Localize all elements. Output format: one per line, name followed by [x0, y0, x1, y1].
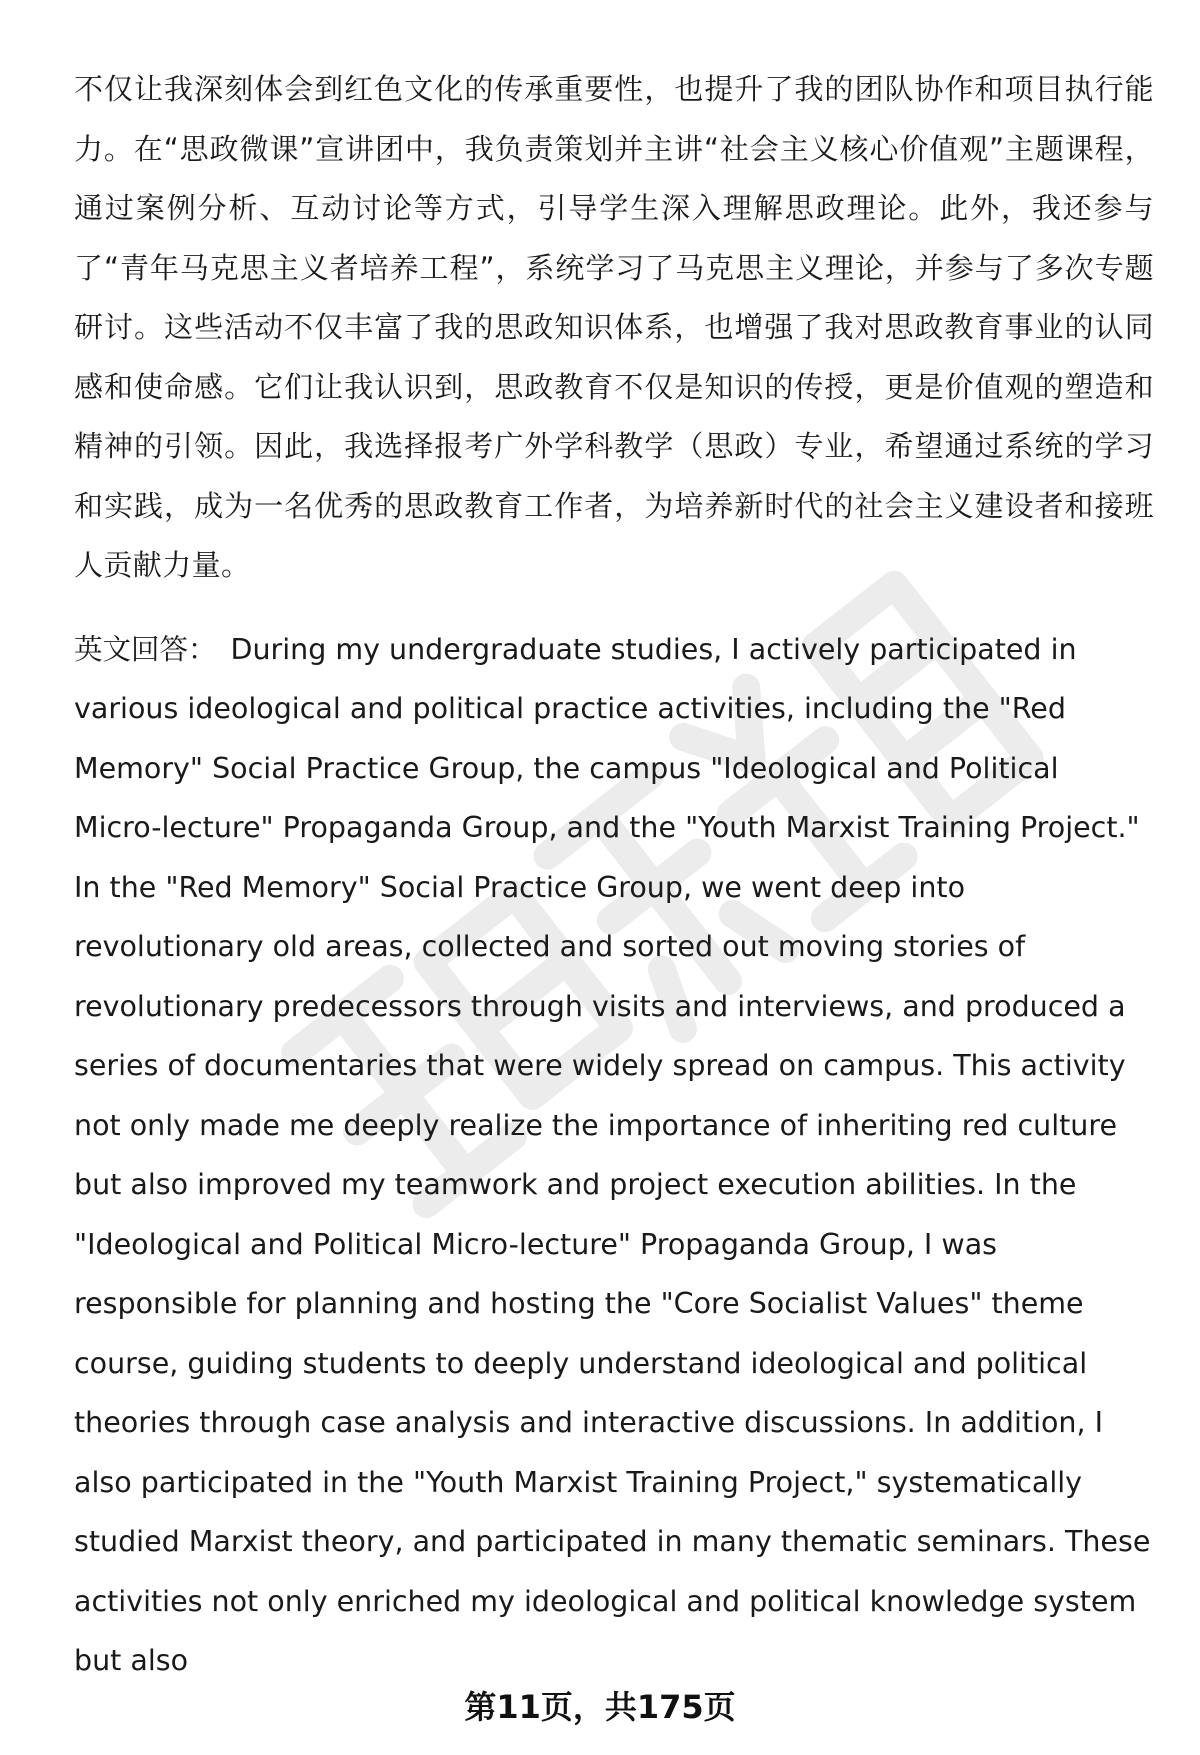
english-answer-label: 英文回答： [74, 632, 217, 666]
chinese-paragraph: 不仅让我深刻体会到红色文化的传承重要性，也提升了我的团队协作和项目执行能力。在“思政微课”宣讲团中，我负责策划并主讲“社会主义核心价值观”主题课程，通过案例分析、互动讨论等方式，引导学生深入理解思政理论。此外，我还参与了“青年马克思主义者培养工程”，系统学习了马克思主义理论，并参与了多次专题研讨。这些活动不仅丰富了我的思政知识体系，也增强了我对思政教育事业的认同感和使命感。它们让我认识到，思政教育不仅是知识的传授，更是价值观的塑造和精神的引领。因此，我选择报考广外学科教学（思政）专业，希望通过系统的学习和实践，成为一名优秀的思政教育工作者，为培养新时代的社会主义建设者和接班人贡献力量。 [74, 72, 1154, 582]
page-number: 第11页，共175页 [464, 1688, 736, 1726]
english-paragraph: During my undergraduate studies, I actively participated in various ideological and political practice activities, including the "Red Memory" Social Practice Group, the campus "Ideological and Political Micro-lecture" Propaganda Group, and the "Youth Marxist Training Project." In the "Red Memory" Social Practice Group, we went deep into revolutionary old areas, collected and sorted out moving stories of revolutionary predecessors through visits and interviews, and produced a series of documentaries that were widely spread on campus. This activity not only made me deeply realize the importance of inheriting red culture but also improved my teamwork and project execution abilities. In the "Ideological and Political Micro-lecture" Propaganda Group, I was responsible for planning and hosting the "Core Socialist Values" theme course, guiding students to deeply understand ideological and political theories through case analysis and interactive discussions. In addition, I also participated in the "Youth Marxist Training Project," systematically studied Marxist theory, and participated in many thematic seminars. These activities not only enriched my ideological and political knowledge system but also [74, 632, 1151, 1677]
english-answer [74, 620, 1154, 1691]
document-body [74, 60, 1154, 1691]
